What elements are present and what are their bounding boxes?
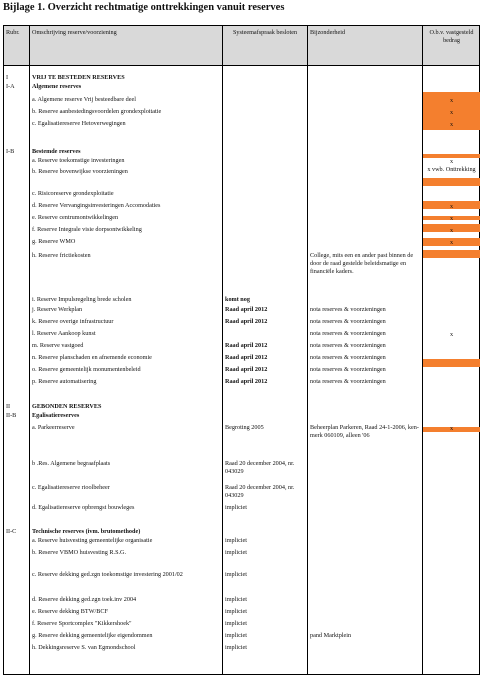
row-omschrijving: Technische reserves (ivm. brutomethode) (32, 528, 141, 535)
row-obv-mark: x vwb. Onttrekking (427, 166, 476, 173)
row-systeemafspraak: impliciet (225, 608, 247, 615)
row-obv-mark: x (449, 425, 454, 432)
row-systeemafspraak: Begroting 2005 (225, 424, 264, 431)
row-systeemafspraak: impliciet (225, 632, 247, 639)
page-title: Bijlage 1. Overzicht rechtmatige onttrekkingen vanuit reserves (3, 2, 285, 13)
row-obv-mark: x (449, 121, 454, 128)
row-bijzonderheid: nota reserves & voorzieningen (310, 378, 386, 385)
row-obv-mark: x (449, 203, 454, 210)
row-omschrijving: e. Reserve centrumontwikkelingen (32, 214, 119, 221)
row-omschrijving: b. Reserve aanbestedingsvoordelen grondexploitatie (32, 108, 162, 115)
row-systeemafspraak: impliciet (225, 537, 247, 544)
row-omschrijving: g. Reserve dekking gemeentelijke eigendommen (32, 632, 153, 639)
header-systeemafspraak: Systeemafspraak besloten (232, 29, 298, 36)
row-systeemafspraak: impliciet (225, 596, 247, 603)
row-systeemafspraak: impliciet (225, 504, 247, 511)
row-systeemafspraak: impliciet (225, 620, 247, 627)
row-omschrijving: VRIJ TE BESTEDEN RESERVES (32, 74, 125, 81)
row-bijzonderheid: nota reserves & voorzieningen (310, 366, 386, 373)
row-omschrijving: p. Reserve automatisering (32, 378, 97, 385)
row-systeemafspraak: Raad 20 december 2004, nr. 043029 (225, 460, 295, 475)
row-systeemafspraak: Raad april 2012 (225, 378, 268, 385)
row-omschrijving: Algemene reserves (32, 83, 82, 90)
header-bijzonderheid: Bijzonderheid (310, 29, 346, 36)
row-omschrijving: f. Reserve Sportcomplex "Kikkershoek" (32, 620, 132, 627)
row-omschrijving: a. Parkeerreserve (32, 424, 75, 431)
header-obv-bedrag: O.b.v. vastgesteld bedrag (429, 29, 474, 44)
row-obv-mark: x (449, 227, 454, 234)
row-omschrijving: d. Reserve dekking ged.zgn toek.inv 2004 (32, 596, 137, 603)
row-systeemafspraak: Raad 20 december 2004, nr. 043029 (225, 484, 295, 499)
row-rubr: II-C (6, 528, 17, 535)
row-omschrijving: j. Reserve Werkplan (32, 306, 83, 313)
row-bijzonderheid: pand Marktplein (310, 632, 352, 639)
row-omschrijving: l. Reserve Aankoop kunst (32, 330, 96, 337)
row-obv-mark: x (449, 158, 454, 165)
row-bijzonderheid: nota reserves & voorzieningen (310, 354, 386, 361)
row-omschrijving: c. Reserve dekking ged.zgn toekomstige investering 2001/02 (32, 571, 183, 578)
row-omschrijving: n. Reserve planschaden en afnemende economie (32, 354, 152, 361)
row-omschrijving: b. Reserve VBMO huisvesting R.S.G. (32, 549, 127, 556)
header-rubr: Rubr. (6, 29, 20, 36)
row-systeemafspraak: Raad april 2012 (225, 306, 268, 313)
row-systeemafspraak: Raad april 2012 (225, 354, 268, 361)
row-omschrijving: a. Reserve huisvesting gemeentelijke organisatie (32, 537, 153, 544)
row-rubr: I-B (6, 148, 15, 155)
row-omschrijving: c. Risicoreserve grondexploitatie (32, 190, 114, 197)
row-omschrijving: m. Reserve vastgoed (32, 342, 84, 349)
header-omschrijving: Omschrijving reserve/voorziening (32, 29, 117, 36)
row-obv-mark: x (449, 215, 454, 222)
row-omschrijving: f. Reserve Integrale visie dorpsontwikkeling (32, 226, 142, 233)
row-systeemafspraak: Raad april 2012 (225, 366, 268, 373)
row-obv-mark: x (449, 239, 454, 246)
row-bijzonderheid: College, mits een en ander past binnen de door de raad gestelde beleidsmatige en financiële kaders. (310, 252, 414, 275)
row-systeemafspraak: impliciet (225, 644, 247, 651)
highlight-cell (423, 178, 480, 186)
row-omschrijving: c. Egalisatiereserve rioolbeheer (32, 484, 110, 491)
row-omschrijving: GEBONDEN RESERVES (32, 403, 102, 410)
row-omschrijving: a. Reserve toekomstige investeringen (32, 157, 125, 164)
row-omschrijving: b .Res. Algemene begraafplaats (32, 460, 111, 467)
row-omschrijving: k. Reserve overige infrastructuur (32, 318, 114, 325)
row-omschrijving: o. Reserve gemeentelijk monumentenbeleid (32, 366, 141, 373)
row-omschrijving: h. Dekkingsreserve S. van Egmondschool (32, 644, 136, 651)
row-omschrijving: d. Reserve Vervangingsinvesteringen Accomodaties (32, 202, 161, 209)
row-systeemafspraak: Raad april 2012 (225, 342, 268, 349)
row-obv-mark: x (449, 109, 454, 116)
row-systeemafspraak: impliciet (225, 549, 247, 556)
row-rubr: II (6, 403, 11, 410)
highlight-cell (423, 250, 480, 258)
row-obv-mark: x (449, 97, 454, 104)
row-omschrijving: Egalisatiereserves (32, 412, 80, 419)
row-rubr: I (6, 74, 9, 81)
row-systeemafspraak: impliciet (225, 571, 247, 578)
row-rubr: II-B (6, 412, 17, 419)
row-omschrijving: c. Egalisatiereserve Hetoverwegingen (32, 120, 126, 127)
row-omschrijving: b. Reserve bovenwijkse voorzieningen (32, 168, 128, 175)
row-bijzonderheid: nota reserves & voorzieningen (310, 306, 386, 313)
overview-table (3, 25, 480, 675)
row-omschrijving: Bestemde reserves (32, 148, 81, 155)
row-systeemafspraak: komt nog (225, 296, 250, 303)
row-bijzonderheid: nota reserves & voorzieningen (310, 330, 386, 337)
row-omschrijving: i. Reserve Impulsregeling brede scholen (32, 296, 132, 303)
highlight-cell (423, 359, 480, 367)
row-omschrijving: a. Algemene reserve Vrij besteedbare deel (32, 96, 136, 103)
row-obv-mark: x (449, 331, 454, 338)
row-omschrijving: e. Reserve dekking BTW/BCF (32, 608, 108, 615)
row-bijzonderheid: Beheerplan Parkeren, Raad 24-1-2006, ken-merk 060109, alleen '06 (310, 424, 419, 439)
row-bijzonderheid: nota reserves & voorzieningen (310, 342, 386, 349)
row-bijzonderheid: nota reserves & voorzieningen (310, 318, 386, 325)
row-omschrijving: g. Reserve WMO (32, 238, 76, 245)
row-omschrijving: h. Reserve frictiekosten (32, 252, 91, 259)
row-rubr: I-A (6, 83, 15, 90)
row-systeemafspraak: Raad april 2012 (225, 318, 268, 325)
row-omschrijving: d. Egalisatiereserve opbrengst bouwleges (32, 504, 135, 511)
